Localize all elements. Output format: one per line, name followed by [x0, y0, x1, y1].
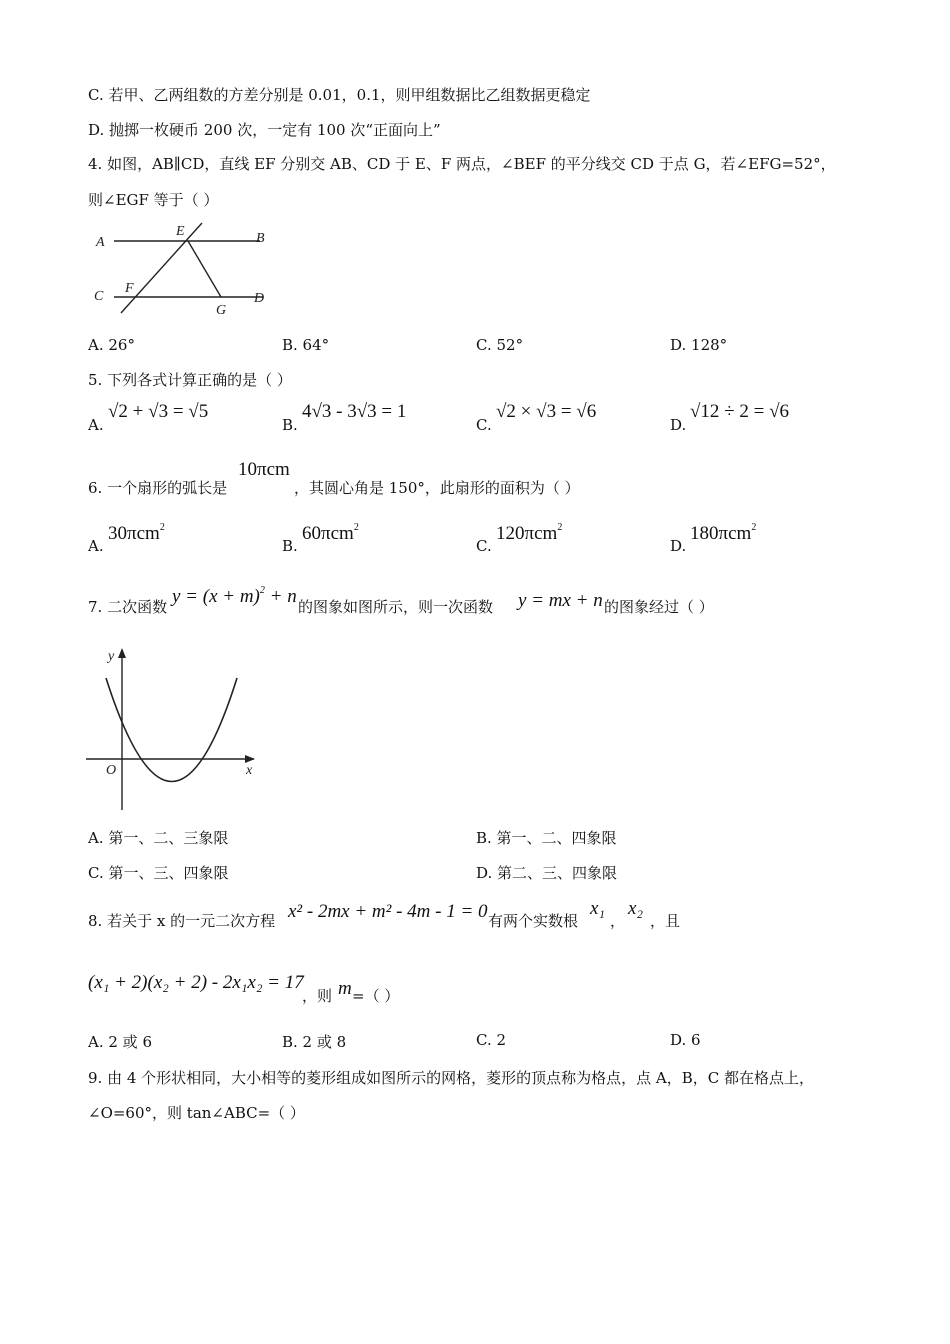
y-axis-arrow	[118, 648, 126, 658]
q5-option-a-label: A.	[88, 416, 104, 434]
x-label: x	[246, 763, 253, 778]
q8-stem-b: 有两个实数根	[488, 912, 579, 930]
q7-option-d: D. 第二、三、四象限	[476, 864, 618, 882]
q5-option-d-label: D.	[670, 416, 687, 434]
q7-quadratic: $y = (x + m)^2 + n$	[172, 585, 297, 607]
label-g: G	[216, 303, 227, 318]
q5-option-d-expr: √12 ÷ 2 = √6	[690, 401, 789, 422]
q7-option-c: C. 第一、三、四象限	[88, 864, 229, 882]
q8-stem-e: =（ ）	[352, 987, 400, 1005]
q4-figure	[88, 215, 278, 320]
q7-stem-a: 7. 二次函数	[88, 598, 168, 616]
segment-eg	[188, 241, 221, 297]
q8-root-x1: x₁	[590, 898, 606, 919]
label-a: A	[96, 235, 105, 250]
q8-comma: ，	[610, 912, 626, 930]
q3-option-d: D. 抛掷一枚硬币 200 次，一定有 100 次“正面向上”	[88, 121, 441, 139]
q6-arc-length: 10πcm	[238, 459, 290, 480]
q8-option-d: D. 6	[670, 1031, 701, 1049]
q5-option-b-expr: 4√3 - 3√3 = 1	[302, 401, 407, 422]
q5-option-a-expr: √2 + √3 = √5	[108, 401, 209, 422]
q4-option-a: A. 26°	[88, 336, 135, 354]
q4-option-b: B. 64°	[282, 336, 330, 354]
q6-option-d-label: D.	[670, 537, 687, 555]
label-c: C	[94, 289, 104, 304]
q7-stem-c: 的图象经过（ ）	[604, 598, 714, 616]
label-d: D	[254, 291, 265, 306]
q7-option-b: B. 第一、二、四象限	[476, 829, 617, 847]
q8-equation: x² - 2mx + m² - 4m - 1 = 0	[288, 901, 488, 922]
q7-stem-b: 的图象如图所示，则一次函数	[298, 598, 494, 616]
q7-linear: y = mx + n	[518, 590, 603, 611]
line-ef	[121, 223, 202, 313]
q6-option-b-label: B.	[282, 537, 298, 555]
q8-condition: (x₁ + 2)(x₂ + 2) - 2x₁x₂ = 17	[88, 972, 304, 993]
q6-option-b-value: 60πcm$^2$	[302, 522, 359, 544]
q5-stem: 5. 下列各式计算正确的是（ ）	[88, 371, 292, 389]
q4-stem-line2: 则∠EGF 等于（ ）	[88, 191, 219, 209]
q8-option-b: B. 2 或 8	[282, 1033, 347, 1051]
q7-option-a: A. 第一、二、三象限	[88, 829, 229, 847]
q8-option-a: A. 2 或 6	[88, 1033, 152, 1051]
q8-root-x2: x₂	[628, 898, 644, 919]
label-f: F	[125, 281, 134, 296]
q8-option-c: C. 2	[476, 1031, 507, 1049]
q6-option-c-value: 120πcm$^2$	[496, 522, 563, 544]
label-b: B	[256, 231, 265, 246]
q6-option-c-label: C.	[476, 537, 492, 555]
q8-stem-a: 8. 若关于 x 的一元二次方程	[88, 912, 276, 930]
q4-option-d: D. 128°	[670, 336, 728, 354]
q5-option-c-label: C.	[476, 416, 492, 434]
q6-option-a-label: A.	[88, 537, 104, 555]
q5-option-c-expr: √2 × √3 = √6	[496, 401, 597, 422]
q3-option-c: C. 若甲、乙两组数的方差分别是 0.01，0.1，则甲组数据比乙组数据更稳定	[88, 86, 591, 104]
q8-stem-d: ，则	[302, 987, 333, 1005]
q9-stem-line2: ∠O=60°，则 tan∠ABC=（ ）	[88, 1104, 305, 1122]
q7-graph	[84, 640, 274, 815]
origin-label: O	[106, 763, 117, 778]
x-axis-arrow	[245, 755, 255, 763]
q8-stem-c: ，且	[650, 912, 681, 930]
q6-stem-a: 6. 一个扇形的弧长是	[88, 479, 228, 497]
q6-stem-b: ，其圆心角是 150°，此扇形的面积为（ ）	[294, 479, 580, 497]
y-label: y	[108, 649, 115, 664]
q4-option-c: C. 52°	[476, 336, 524, 354]
label-e: E	[176, 224, 185, 239]
q8-m: m	[338, 978, 352, 999]
q6-option-a-value: 30πcm$^2$	[108, 522, 165, 544]
q4-stem-line1: 4. 如图，AB∥CD，直线 EF 分别交 AB、CD 于 E、F 两点，∠BEF 的平分线交 CD 于点 G，若∠EFG=52°，	[88, 155, 836, 173]
q6-option-d-value: 180πcm$^2$	[690, 522, 757, 544]
q9-stem-line1: 9. 由 4 个形状相同，大小相等的菱形组成如图所示的网格，菱形的顶点称为格点，点 A，B，C 都在格点上，	[88, 1069, 815, 1087]
q5-option-b-label: B.	[282, 416, 298, 434]
parabola	[106, 678, 237, 782]
